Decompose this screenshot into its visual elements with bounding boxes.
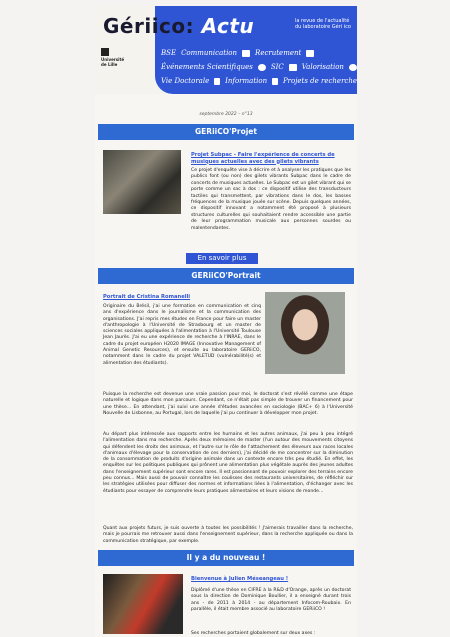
issue-date: septembre 2022 – n°13 (199, 112, 253, 117)
section-bar-projet: GERiiCO'Projet (98, 124, 354, 140)
brand-actu: Actu (201, 14, 255, 38)
newsletter-header (95, 6, 357, 94)
university-logo: Université de Lille (101, 48, 123, 67)
nav-item-information[interactable]: Information (225, 77, 268, 85)
barcode-icon (289, 64, 297, 71)
nav-row (161, 74, 357, 88)
portrait-text-2: Puisque la recherche est devenue une vraie passion pour moi, le doctorat s'est révélé comme une étape naturelle et logique dans mon parcours. Cependant, ce n'était pas simple de trouver un financement pour une thèse... En attendant, j'ai suivi une année d'études avancées en sociologie (BAC+ 6) à l'Université Nouvelle de Lisbonne, au Portugal, lors de laquelle j'ai pu continuer à développer mon projet. (103, 392, 353, 416)
article-title-subpac[interactable]: Projet Subpac - Faire l'expérience de concerts de musiques actuelles avec des gilets vibrants (191, 152, 335, 165)
read-more-button[interactable]: En savoir plus (186, 253, 258, 264)
newsletter-page (95, 6, 357, 637)
julien-photo (103, 574, 183, 634)
portrait-text-4: Quant aux projets futurs, je suis ouverte à toutes les possibilités ! J'aimerais travailler dans la recherche, mais je pourrais me retrouver aussi dans l'enseignement supérieur, dans la recherche appliquée ou dans la communication stratégique, par exemple. (103, 526, 353, 544)
nav-row (161, 60, 357, 74)
welcome-text-2: Ses recherches portaient globalement sur deux axes : (191, 631, 316, 636)
concert-photo (103, 150, 181, 214)
communication-icon (242, 50, 250, 57)
nav-item-vie-doctorale[interactable]: Vie Doctorale (161, 77, 210, 85)
nav-item-bse[interactable]: BSE (161, 49, 177, 57)
article-text-subpac: Ce projet d'enquête vise à décrire et à analyser les pratiques que les publics font (ou non) des gilets vibrants Subpac dans le cadre de concerts de musiques actuelles. Le Subpac est un gilet vibrant qui se porte comme un sac à dos : ce dispositif utilise des transducteurs tactiles qui transmettent, par vibrations dans le dos, les basses fréquences de la musique jouée sur scène. Depuis quelques années, ce dispositif innovant a notamment été proposé à plusieurs structures culturelles qui souhaitaient rendre accessible une partie de leur programmation musicale aux personnes sourdes ou malentendantes. (191, 168, 351, 231)
portrait-text-1: Originaire du Brésil, j'ai une formation en communication et cinq ans d'expérience dans le journalisme et la communication des organisations. J'ai repris mes études en France pour faire un master d'anthropologie à l'Université de Strasbourg et un master de sciences sociales appliquées à l'alimentation à l'Université Toulouse Jean Jaurès. J'ai eu une expérience de recherche à l'INRAE, dans le cadre du projet européen H2020 IMAGE (Innovative Management of Animal Genetic Resources), et ensuite au laboratoire GERiiCO, notamment dans le cadre du projet VALETUD (vulnérabilité(s) et alimentation des étudiants). (103, 304, 261, 366)
section-bar-portrait: GERiiCO'Portrait (98, 268, 354, 284)
section-bar-nouveau: Il y a du nouveau ! (98, 550, 354, 566)
document-icon (272, 78, 278, 85)
nav-item-evenements[interactable]: Événements Scientifiques (161, 63, 253, 71)
nav-row (161, 46, 357, 60)
target-icon (349, 64, 357, 71)
nav-item-recrutement[interactable]: Recrutement (255, 49, 302, 57)
graduation-icon (214, 78, 220, 85)
welcome-title[interactable]: Bienvenue à Julien Méseangeau ! (191, 576, 289, 582)
portrait-text-3: Au départ plus intéressée aux rapports entre les humains et les autres animaux, j'ai peu à peu intégré l'alimentation dans ma recherche. Après deux mémoires de master (l'un autour des mouvements citoyens qui défendent les droits des animaux, et l'autre sur le rôle de l'attachement des éleveurs aux races locales d'animaux d'élevage pour la conservation de ces derniers), j'ai décidé de me concentrer sur la diminution de la consommation de produits d'origine animale dans un contexte encore très peu étudié. En effet, les enquêtes sur les politiques publiques qui prônent une alimentation plus végétale auprès des jeunes adultes dans l'enseignement supérieur sont encore rares. Il est passionnant de pouvoir explorer des terrains encore peu connus... Mais aussi de pouvoir connaître les coulisses des restaurants universitaires, de réfléchir sur les stratégies utilisées pour diffuser des normes et informations liées à l'alimentation, d'échanger avec les étudiants pour essayer de comprendre leurs pratiques alimentaires et leurs visions de monde... (103, 432, 353, 494)
nav-item-communication[interactable]: Communication (181, 49, 238, 57)
brand-logo: Gériico: Actu (103, 14, 255, 38)
gear-icon (258, 64, 266, 71)
portrait-photo (265, 292, 345, 374)
nav-item-projets[interactable]: Projets de recherche (282, 77, 357, 85)
nav-menu (161, 46, 357, 88)
tagline: la revue de l'actualité du laboratoire Géri ico (295, 18, 351, 30)
linkedin-icon (306, 50, 314, 57)
nav-item-valorisation[interactable]: Valorisation (301, 63, 344, 71)
nav-item-sic[interactable]: SIC (270, 63, 284, 71)
welcome-text: Diplômé d'une thèse en CIFRE à la R&D d'Orange, après un doctorat sous la direction de Dominique Boullier, il a enseigné durant trois ans - de 2011 à 2014 - au département Infocom-Roubaix. En parallèle, il était membre associé au laboratoire GERiiCO ! (191, 588, 351, 612)
university-mark-icon (101, 48, 109, 56)
portrait-title[interactable]: Portrait de Cristina Romanelli (103, 294, 191, 300)
